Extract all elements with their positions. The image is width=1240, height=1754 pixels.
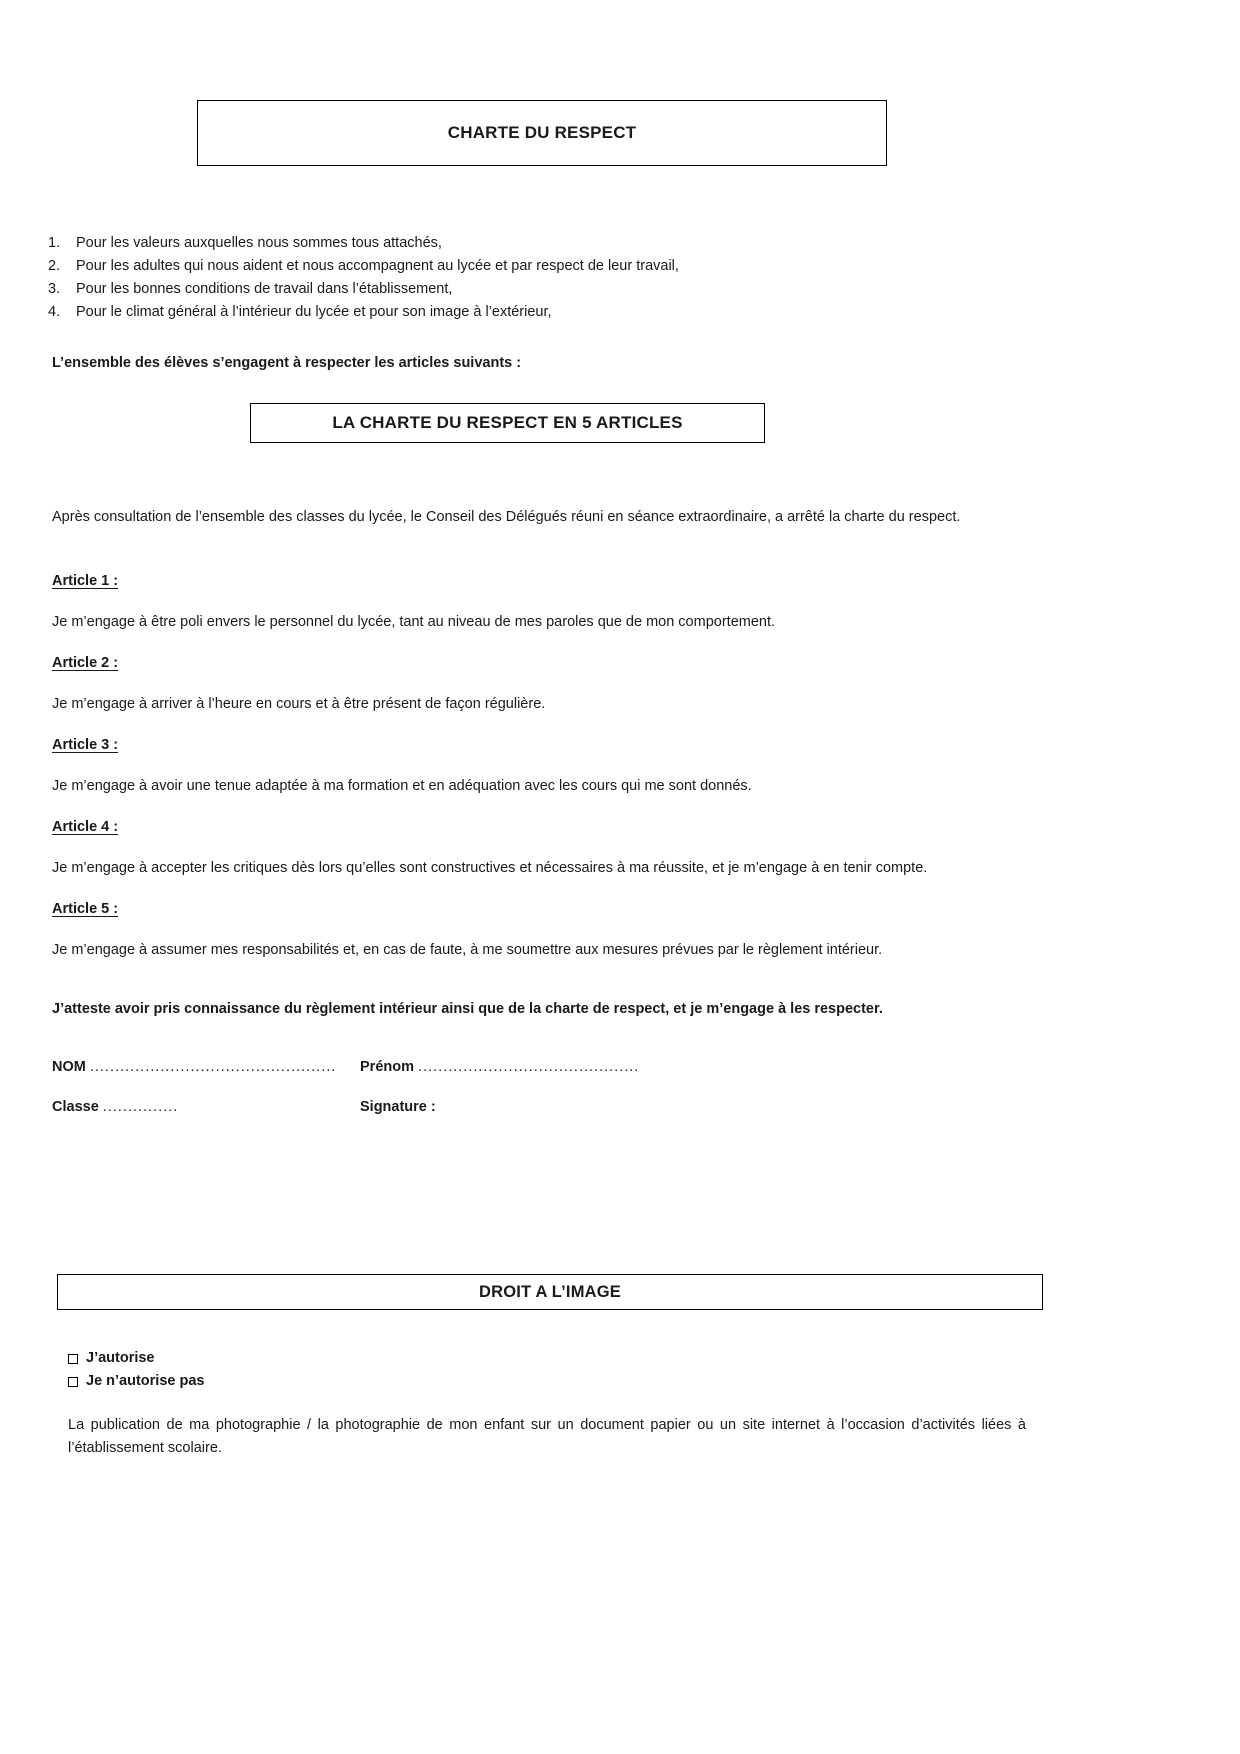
preamble-list <box>48 232 679 324</box>
prenom-field: ............................................ <box>418 1059 640 1075</box>
list-item-number: 1. <box>48 235 61 251</box>
article-body: Je m’engage à avoir une tenue adaptée à ma formation et en adéquation avec les cours qui me sont donnés. <box>52 778 752 794</box>
list-item-number: 3. <box>48 281 61 297</box>
checkbox-icon[interactable] <box>68 1377 78 1387</box>
charter-title: LA CHARTE DU RESPECT EN 5 ARTICLES <box>332 413 683 432</box>
image-rights-options <box>68 1347 204 1393</box>
list-item <box>48 255 679 278</box>
document-title: CHARTE DU RESPECT <box>447 123 637 142</box>
list-item <box>48 301 679 324</box>
article-heading: Article 4 : <box>52 819 119 835</box>
class-row <box>52 1096 436 1119</box>
image-rights-description: La publication de ma photographie / la photographie de mon enfant sur un document papier ou un site internet à l’occasion d’activités liées à l’établissement scolaire. <box>68 1417 1026 1456</box>
classe-field: ............... <box>102 1099 179 1115</box>
nom-label: NOM <box>52 1059 86 1075</box>
image-rights-title: DROIT A L’IMAGE <box>478 1282 622 1301</box>
checkbox-icon[interactable] <box>68 1354 78 1364</box>
attestation-statement: J’atteste avoir pris connaissance du règlement intérieur ainsi que de la charte de respect, et je m’engage à les respecter. <box>52 1001 883 1017</box>
nom-field: ................................................. <box>89 1059 337 1075</box>
list-item-number: 2. <box>48 258 61 274</box>
articles-section <box>52 570 1182 980</box>
article-body: Je m’engage à arriver à l’heure en cours et à être présent de façon régulière. <box>52 696 546 712</box>
list-item-text: Pour le climat général à l’intérieur du lycée et pour son image à l’extérieur, <box>76 304 552 320</box>
name-row <box>52 1056 639 1079</box>
article-heading: Article 3 : <box>52 737 119 753</box>
article-heading: Article 2 : <box>52 655 119 671</box>
not-authorize-option-label: Je n’autorise pas <box>86 1373 205 1389</box>
prenom-label: Prénom <box>360 1059 414 1075</box>
document-title-box <box>197 100 887 166</box>
authorize-option-label: J’autorise <box>86 1350 155 1366</box>
authorize-option[interactable] <box>68 1347 204 1370</box>
article-heading: Article 1 : <box>52 573 119 589</box>
image-rights-title-box <box>57 1274 1043 1310</box>
list-item <box>48 278 679 301</box>
list-item <box>48 232 679 255</box>
list-item-text: Pour les valeurs auxquelles nous sommes tous attachés, <box>76 235 442 251</box>
article-heading: Article 5 : <box>52 901 119 917</box>
engagement-statement: L’ensemble des élèves s’engagent à respecter les articles suivants : <box>52 355 522 371</box>
classe-label: Classe <box>52 1099 99 1115</box>
not-authorize-option[interactable] <box>68 1370 204 1393</box>
list-item-number: 4. <box>48 304 61 320</box>
list-item-text: Pour les adultes qui nous aident et nous accompagnent au lycée et par respect de leur travail, <box>76 258 679 274</box>
article-body: Je m’engage à assumer mes responsabilités et, en cas de faute, à me soumettre aux mesures prévues par le règlement intérieur. <box>52 942 883 958</box>
signature-label: Signature : <box>360 1099 436 1115</box>
charter-title-box <box>250 403 765 443</box>
article-body: Je m’engage à être poli envers le personnel du lycée, tant au niveau de mes paroles que de mon comportement. <box>52 614 776 630</box>
charter-intro: Après consultation de l’ensemble des classes du lycée, le Conseil des Délégués réuni en séance extraordinaire, a arrêté la charte du respect. <box>52 509 961 525</box>
list-item-text: Pour les bonnes conditions de travail dans l’établissement, <box>76 281 453 297</box>
article-body: Je m’engage à accepter les critiques dès lors qu’elles sont constructives et nécessaires à ma réussite, et je m’engage à en tenir compte. <box>52 860 928 876</box>
